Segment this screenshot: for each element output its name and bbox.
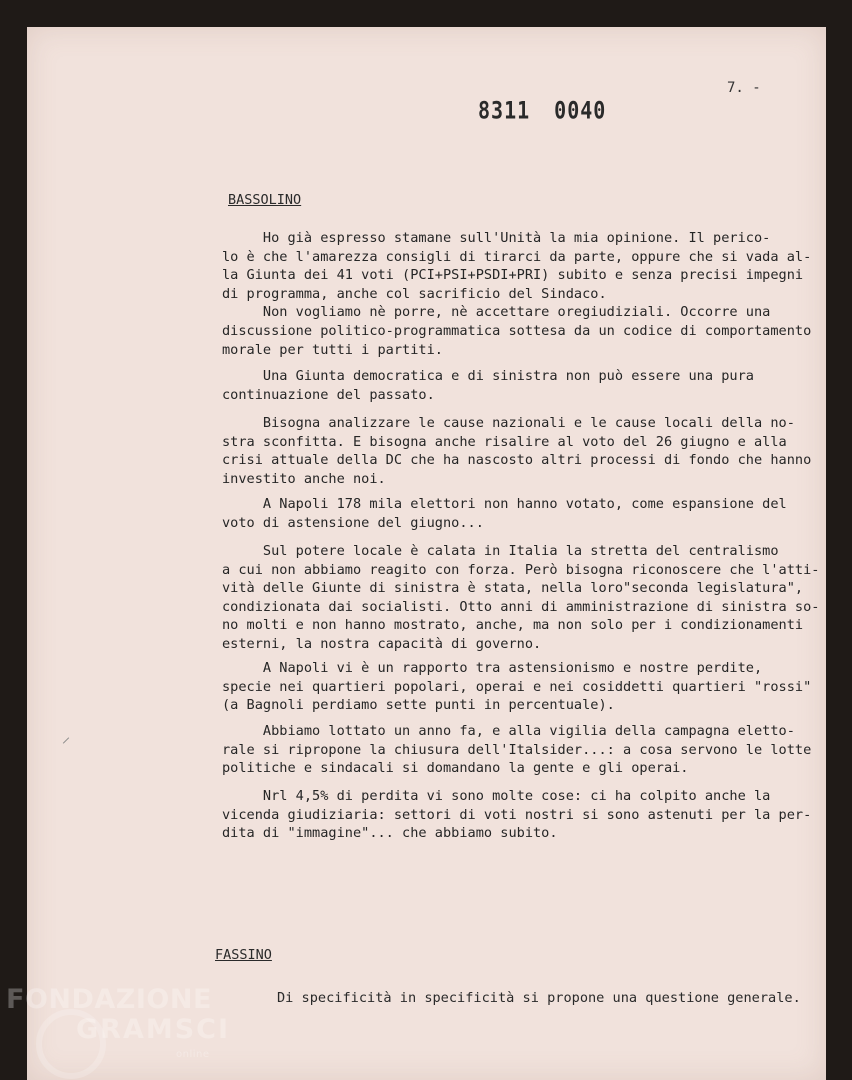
watermark-line-2: GRAMSCI <box>76 1014 231 1045</box>
paragraph: Bisogna analizzare le cause nazionali e le cause locali della no- stra sconfitta. E bisogna anche risalire al voto del 26 giugno e alla crisi attuale della DC che ha nascosto altri processi di fondo che hanno investito anche noi. <box>222 415 812 487</box>
paragraph: Di specificità in specificità si propone una questione generale. <box>277 990 801 1006</box>
paragraph: A Napoli vi è un rapporto tra astensionismo e nostre perdite, specie nei quartieri popolari, operai e nei cosiddetti quartieri "rossi" (a Bagnoli perdiamo sette punti in percentuale). <box>222 660 812 714</box>
watermark-line-1: FONDAZIONE <box>6 984 212 1015</box>
paragraph: Sul potere locale è calata in Italia la stretta del centralismo a cui non abbiamo reagito con forza. Però bisogna riconoscere che l'atti- vità delle Giunte di sinistra è stata, nella loro"seconda legislatura", condizionata dai socialisti. Otto anni di amministrazione di sinistra no molti e non hanno mostrato, anche, ma non solo per i condizionamenti esterni, la nostra capacità di governo. <box>222 543 820 652</box>
page-number: 7. - <box>727 80 761 96</box>
watermark-line-3: online <box>176 1049 210 1060</box>
speaker-heading-fassino: FASSINO <box>215 947 272 963</box>
watermark-circle-icon <box>36 1009 106 1079</box>
archive-stamp <box>478 96 606 125</box>
paragraph: Ho già espresso stamane sull'Unità la mia opinione. Il perico- lo è che l'amarezza consigli di tirarci da parte, oppure che si vada al- la Giunta dei 41 voti (PCI+PSI+PSDI+PRI) subito e senza precisi impegni di programma, anche col sacrificio del Sindaco. Non vogliamo nè porre, nè accettare oregiudiziali. Occorre una discussione politico-programmatica sottesa da un codice di comportamento morale per tutti i partiti. <box>222 230 812 358</box>
speaker-heading-bassolino: BASSOLINO <box>228 192 302 208</box>
paragraph: A Napoli 178 mila elettori non hanno votato, come espansione del voto di astensione del giugno... <box>222 496 787 531</box>
stamp-part-2: 0040 <box>554 95 607 125</box>
paragraph: Una Giunta democratica e di sinistra non può essere una pura continuazione del passato. <box>222 368 754 403</box>
watermark-logo <box>6 984 231 1060</box>
paragraph: Abbiamo lottato un anno fa, e alla vigilia della campagna eletto- rale si ripropone la chiusura dell'Italsider...: a cosa servono le lotte politiche e sindacali si domandano la gente e gli operai. <box>222 723 812 777</box>
stamp-part-1: 8311 <box>478 95 531 125</box>
paragraph: Nrl 4,5% di perdita vi sono molte cose: ci ha colpito anche la vicenda giudiziaria: settori di voti nostri si sono astenuti per la per- dita di "immagine"... che abbiamo subito. <box>222 788 812 842</box>
